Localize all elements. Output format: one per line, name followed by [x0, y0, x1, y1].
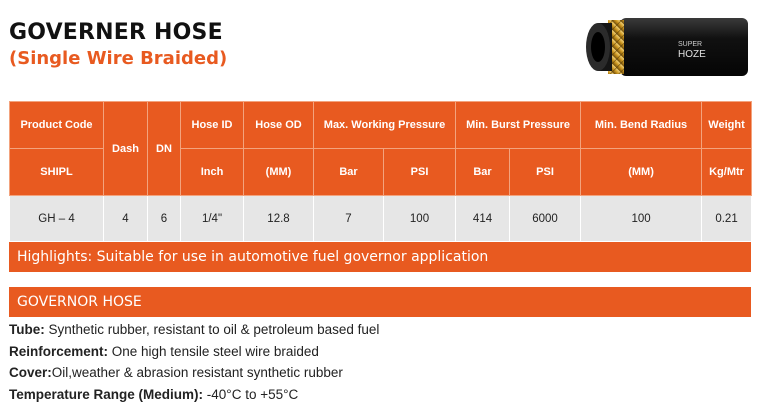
cell-bend-radius: 100 — [581, 196, 702, 242]
specification-table — [9, 101, 752, 242]
product-details — [9, 319, 749, 405]
cell-mwp-bar: 7 — [314, 196, 384, 242]
unit-bend-radius: (MM) — [581, 149, 702, 196]
detail-cover — [9, 362, 749, 384]
unit-hose-od: (MM) — [244, 149, 314, 196]
hose-product-image — [578, 4, 754, 86]
cell-mbp-psi: 6000 — [510, 196, 581, 242]
detail-tube — [9, 319, 749, 341]
cell-hose-id: 1/4" — [181, 196, 244, 242]
reinforcement-value: One high tensile steel wire braided — [108, 343, 319, 359]
cell-weight: 0.21 — [702, 196, 752, 242]
detail-temperature — [9, 384, 749, 406]
table-row — [10, 196, 752, 242]
unit-product-code: SHIPL — [10, 149, 104, 196]
product-title: GOVERNER HOSE — [9, 20, 223, 45]
unit-hose-id: Inch — [181, 149, 244, 196]
temperature-value: -40°C to +55°C — [203, 386, 299, 402]
table-header-row — [10, 102, 752, 149]
tube-label: Tube: — [9, 322, 45, 337]
header-hose-od: Hose OD — [244, 102, 314, 149]
svg-text:HOZE: HOZE — [678, 49, 706, 60]
cell-mwp-psi: 100 — [384, 196, 456, 242]
unit-weight: Kg/Mtr — [702, 149, 752, 196]
header-min-burst-pressure: Min. Burst Pressure — [456, 102, 581, 149]
header-product-code: Product Code — [10, 102, 104, 149]
detail-reinforcement — [9, 341, 749, 363]
section-header: GOVERNOR HOSE — [9, 287, 751, 317]
unit-mwp-psi: PSI — [384, 149, 456, 196]
header-dn: DN — [148, 102, 181, 196]
cover-value: Oil,weather & abrasion resistant synthetic rubber — [51, 365, 343, 381]
header-min-bend-radius: Min. Bend Radius — [581, 102, 702, 149]
temperature-label: Temperature Range (Medium): — [9, 386, 204, 402]
tube-value: Synthetic rubber, resistant to oil & petroleum based fuel — [44, 322, 380, 337]
unit-mwp-bar: Bar — [314, 149, 384, 196]
cell-dash: 4 — [104, 196, 148, 242]
cell-dn: 6 — [148, 196, 181, 242]
unit-mbp-psi: PSI — [510, 149, 581, 196]
cell-hose-od: 12.8 — [244, 196, 314, 242]
header-hose-id: Hose ID — [181, 102, 244, 149]
highlights-bar: Highlights: Suitable for use in automotive fuel governor application — [9, 242, 751, 272]
cell-product-code: GH – 4 — [10, 196, 104, 242]
header-dash: Dash — [104, 102, 148, 196]
header-max-working-pressure: Max. Working Pressure — [314, 102, 456, 149]
cell-mbp-bar: 414 — [456, 196, 510, 242]
reinforcement-label: Reinforcement: — [9, 343, 109, 359]
svg-text:SUPER: SUPER — [678, 41, 703, 48]
unit-mbp-bar: Bar — [456, 149, 510, 196]
cover-label: Cover: — [9, 365, 52, 381]
product-subtitle: (Single Wire Braided) — [9, 48, 228, 69]
header-weight: Weight — [702, 102, 752, 149]
